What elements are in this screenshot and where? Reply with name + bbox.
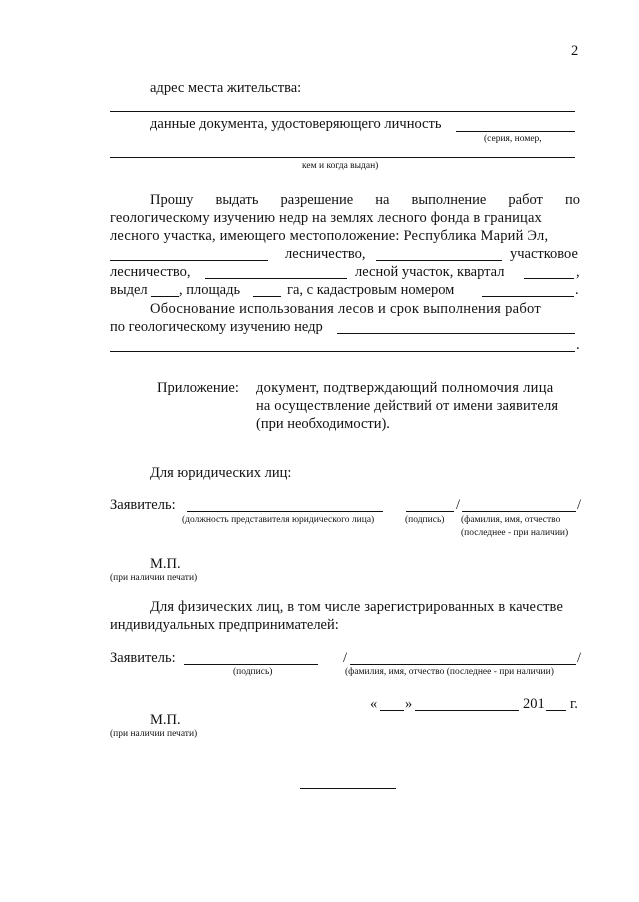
- id-hint-issued: кем и когда выдан): [302, 161, 379, 171]
- justification-period: .: [576, 337, 580, 353]
- legal-position-field: [187, 511, 383, 512]
- quarter-field: [524, 278, 574, 279]
- word-1: Прошу: [150, 192, 194, 208]
- district-forestry-field: [376, 260, 502, 261]
- request-line-3: лесного участка, имеющего местоположение: Республика Марий Эл,: [110, 228, 549, 244]
- legal-hint-position: (должность представителя юридического лица): [182, 515, 375, 525]
- justification-field: [337, 333, 575, 334]
- cadastral-period: .: [575, 282, 579, 298]
- attachment-text-1: документ, подтверждающий полномочия лица: [256, 380, 554, 396]
- area-field: [253, 296, 281, 297]
- allotment-field: [151, 296, 179, 297]
- id-doc-line: [456, 131, 575, 132]
- residence-line: [110, 111, 575, 112]
- individual-hint-signature: (подпись): [233, 667, 273, 677]
- allotment-label: выдел: [110, 282, 148, 298]
- date-year-suffix: г.: [570, 696, 578, 712]
- individual-slash-1: /: [343, 650, 348, 666]
- individual-hint-name: (фамилия, имя, отчество (последнее - при наличии): [345, 667, 554, 677]
- forest-plot-field: [205, 278, 347, 279]
- area-label: , площадь: [179, 282, 241, 298]
- cadastral-label: га, с кадастровым номером: [287, 282, 455, 298]
- individuals-heading-1: Для физических лиц, в том числе зарегистрированных в качестве: [150, 599, 564, 615]
- individual-name-field: [350, 664, 576, 665]
- word-2: выдать: [215, 192, 259, 208]
- legal-hint-name-1: (фамилия, имя, отчество: [461, 515, 561, 525]
- legal-stamp: М.П.: [150, 556, 181, 572]
- attachment-label: Приложение:: [157, 380, 239, 396]
- page-number: 2: [571, 43, 579, 59]
- id-doc-label: данные документа, удостоверяющего личность: [150, 116, 442, 132]
- date-month-field: [415, 710, 519, 711]
- forestry-field: [110, 260, 268, 261]
- justification-field-2: [110, 351, 575, 352]
- individual-signature-field: [184, 664, 318, 665]
- district-forestry-label: участковое: [510, 246, 578, 262]
- legal-slash-2: /: [577, 497, 582, 513]
- individuals-heading-2: индивидуальных предпринимателей:: [110, 617, 339, 633]
- quarter-comma: ,: [576, 264, 580, 280]
- attachment-text-2: на осуществление действий от имени заявителя: [256, 398, 559, 414]
- forestry-label: лесничество,: [285, 246, 366, 262]
- individual-stamp: М.П.: [150, 712, 181, 728]
- forestry-word: лесничество,: [110, 264, 191, 280]
- legal-signature-field: [406, 511, 454, 512]
- legal-stamp-hint: (при наличии печати): [110, 573, 198, 583]
- individual-applicant-label: Заявитель:: [110, 650, 176, 666]
- attachment-text-3: (при необходимости).: [256, 416, 390, 432]
- id-hint-series: (серия, номер,: [484, 134, 542, 144]
- residence-label: адрес места жительства:: [150, 80, 302, 96]
- request-line-1: [150, 193, 580, 208]
- legal-hint-name-2: (последнее - при наличии): [461, 528, 569, 538]
- word-4: на: [375, 192, 390, 208]
- legal-slash-1: /: [456, 497, 461, 513]
- closing-separator: [300, 788, 396, 789]
- date-open-quote: «: [370, 696, 378, 712]
- legal-heading: Для юридических лиц:: [150, 465, 292, 481]
- word-5: выполнение: [411, 192, 487, 208]
- word-7: по: [564, 192, 580, 208]
- legal-name-field: [462, 511, 576, 512]
- date-close-quote: »: [405, 696, 413, 712]
- date-year-prefix: 201: [523, 696, 545, 712]
- request-line-2: геологическому изучению недр на землях лесного фонда в границах: [110, 210, 542, 226]
- id-doc-line-2: [110, 157, 575, 158]
- legal-applicant-label: Заявитель:: [110, 497, 176, 513]
- justification-line-2: по геологическому изучению недр: [110, 319, 323, 335]
- cadastral-field: [482, 296, 574, 297]
- legal-hint-signature: (подпись): [405, 515, 445, 525]
- word-6: работ: [508, 192, 543, 208]
- date-day-field: [380, 710, 404, 711]
- forest-plot-label: лесной участок, квартал: [355, 264, 505, 280]
- word-3: разрешение: [280, 192, 354, 208]
- justification-line: Обоснование использования лесов и срок выполнения работ: [150, 301, 542, 317]
- individual-slash-2: /: [577, 650, 582, 666]
- individual-stamp-hint: (при наличии печати): [110, 729, 198, 739]
- date-year-field: [546, 710, 566, 711]
